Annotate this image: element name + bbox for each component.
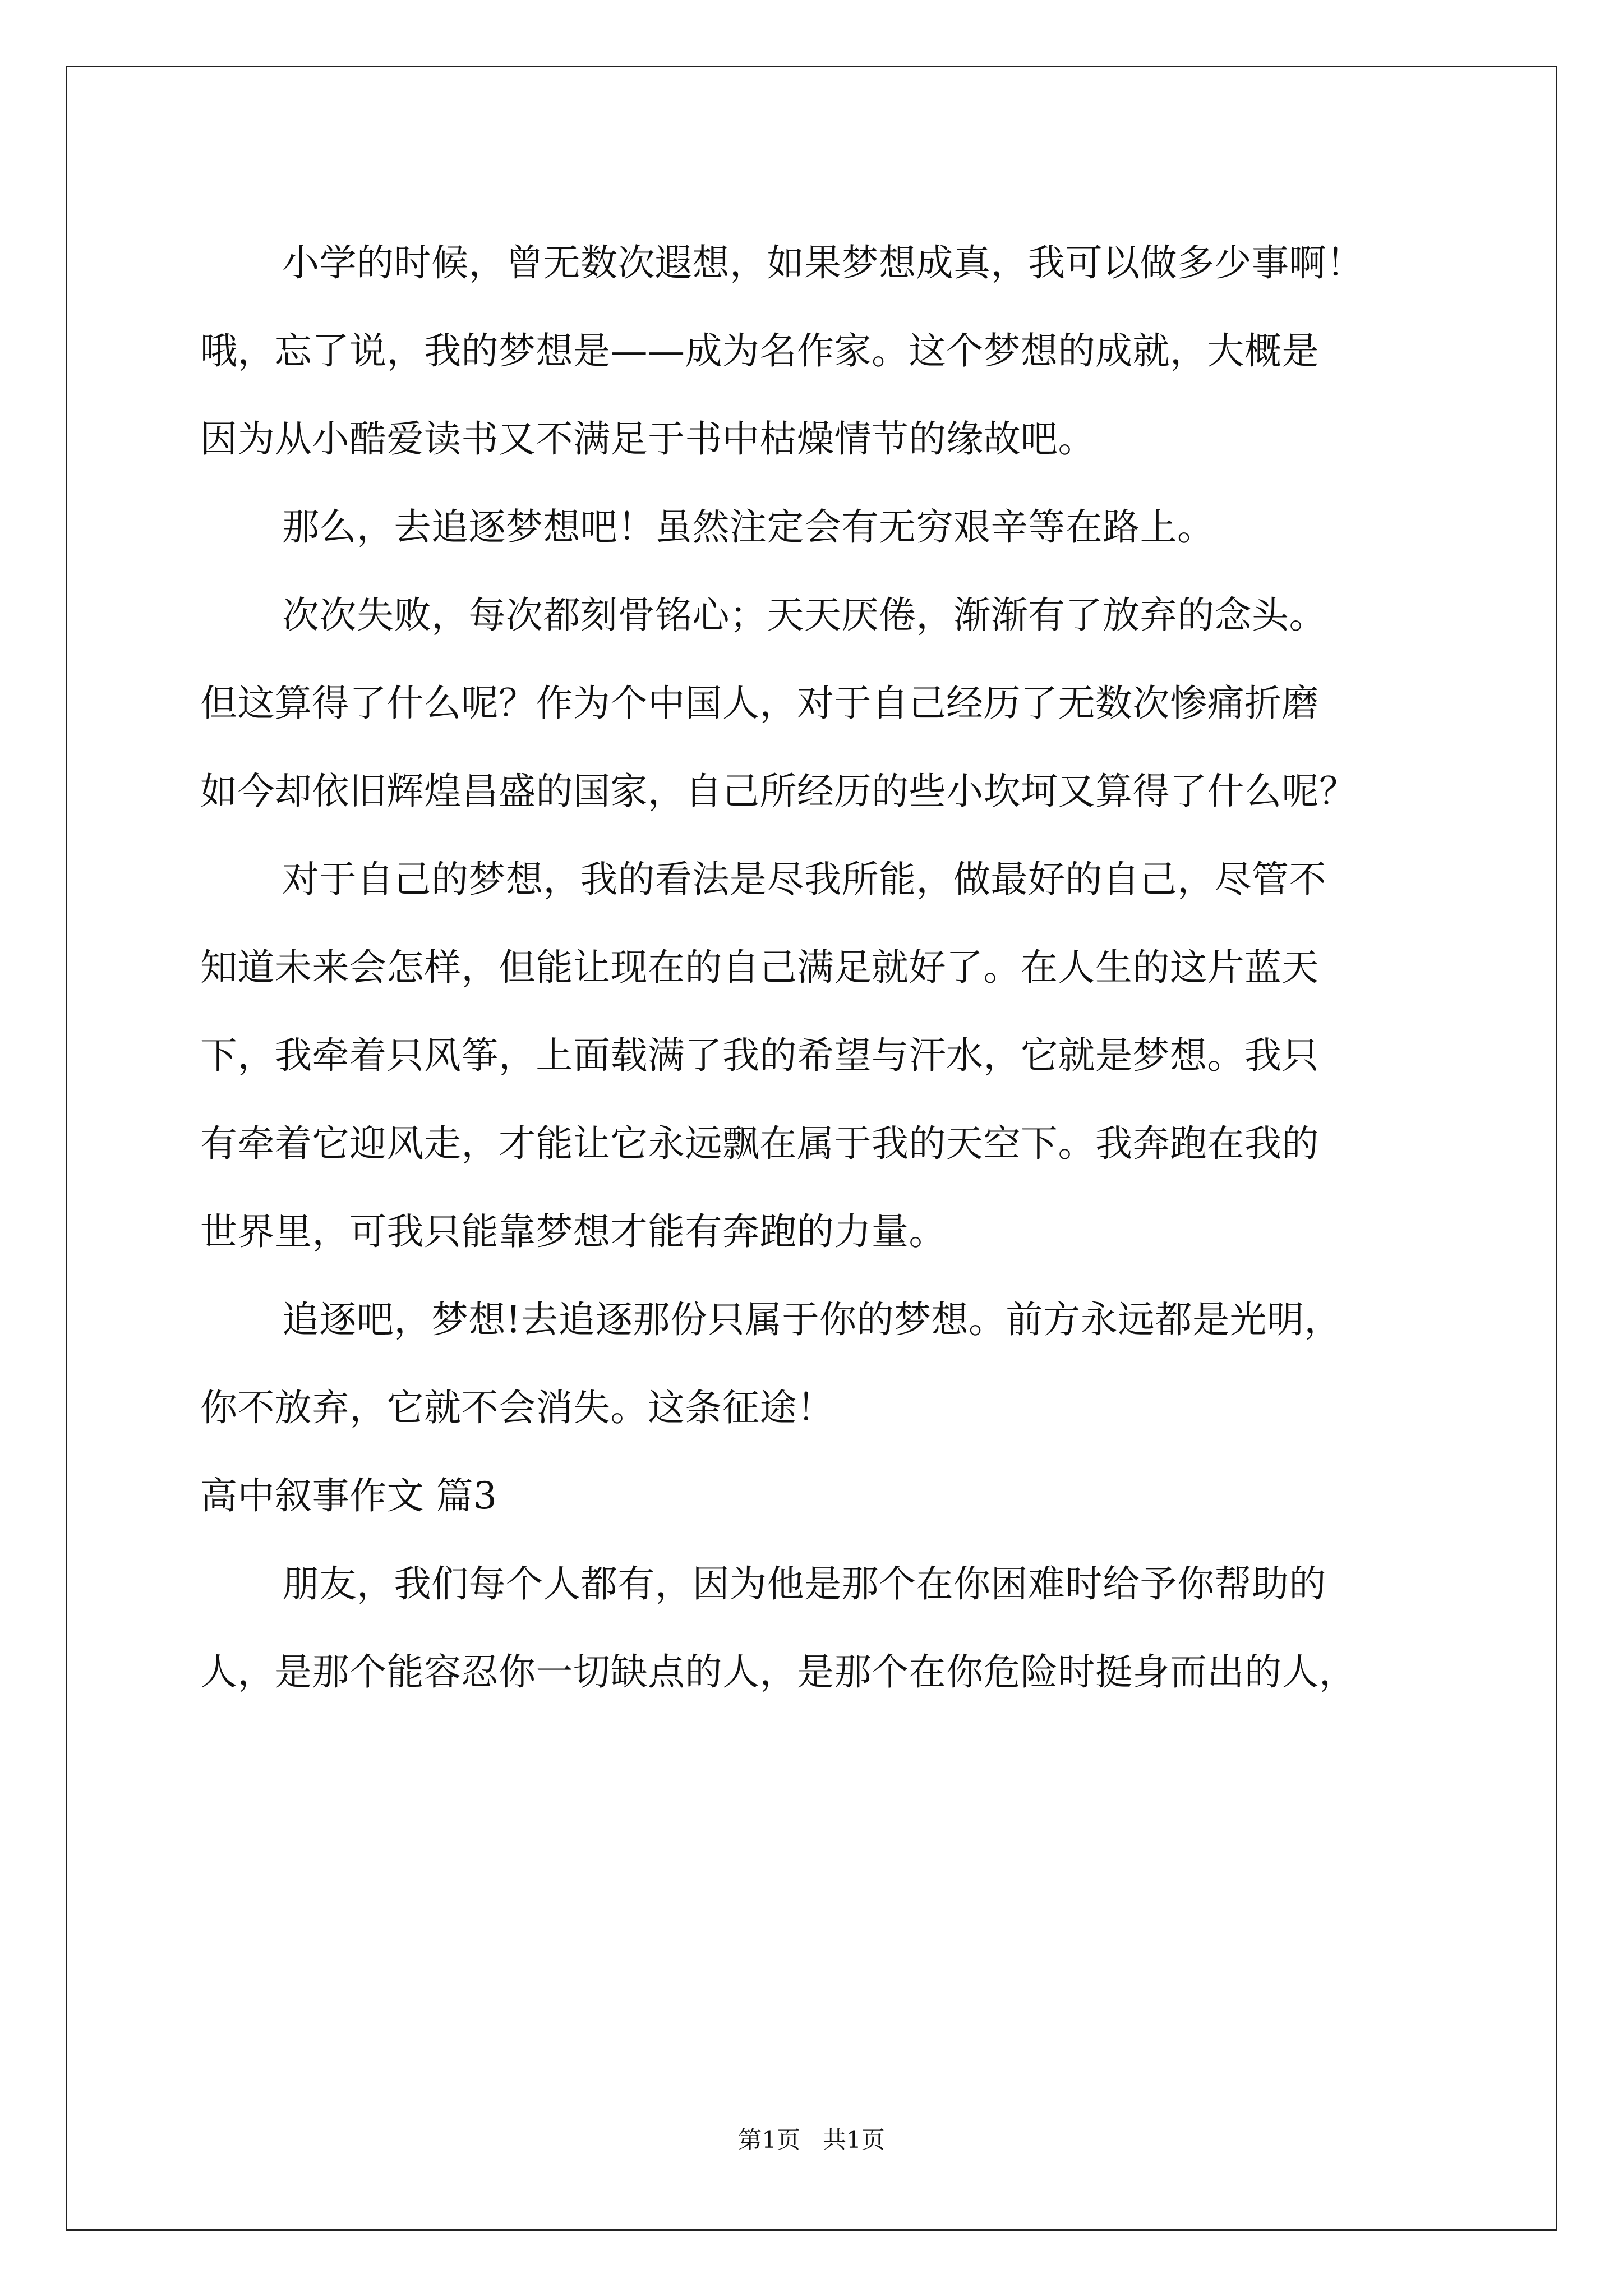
text-line: 世界里，可我只能靠梦想才能有奔跑的力量。 [200,1210,946,1253]
text-line: 你不放弃，它就不会消失。这条征途！ [200,1386,834,1429]
document-body [200,219,1434,1716]
text-line: 下，我牵着只风筝，上面载满了我的希望与汗水，它就是梦想。我只 [200,1034,1319,1077]
text-line: 哦，忘了说，我的梦想是——成为名作家。这个梦想的成就，大概是 [200,329,1319,372]
text-line: 有牵着它迎风走，才能让它永远飘在属于我的天空下。我奔跑在我的 [200,1122,1319,1165]
text-line: 知道未来会怎样，但能让现在的自己满足就好了。在人生的这片蓝天 [200,946,1319,989]
text-line: 对于自己的梦想，我的看法是尽我所能，做最好的自己，尽管不 [282,858,1326,901]
text-line: 那么，去追逐梦想吧！虽然注定会有无穷艰辛等在路上。 [282,505,1215,549]
text-line: 人，是那个能容忍你一切缺点的人，是那个在你危险时挺身而出的人， [200,1650,1357,1694]
text-line: 次次失败，每次都刻骨铭心；天天厌倦，渐渐有了放弃的念头。 [282,593,1326,637]
text-line: 如今却依旧辉煌昌盛的国家，自己所经历的些小坎坷又算得了什么呢？ [200,770,1357,813]
section-heading: 高中叙事作文 篇3 [200,1474,497,1517]
page-footer: 第1页 共1页 [738,2126,885,2154]
text-line: 小学的时候，曾无数次遐想，如果梦想成真，我可以做多少事啊！ [282,241,1364,284]
text-line: 追逐吧，梦想!去追逐那份只属于你的梦想。前方永远都是光明， [282,1298,1342,1341]
text-line: 朋友，我们每个人都有，因为他是那个在你困难时给予你帮助的 [282,1562,1326,1605]
text-line: 因为从小酷爱读书又不满足于书中枯燥情节的缘故吧。 [200,417,1095,461]
text-line: 但这算得了什么呢？作为个中国人，对于自己经历了无数次惨痛折磨 [200,682,1319,725]
